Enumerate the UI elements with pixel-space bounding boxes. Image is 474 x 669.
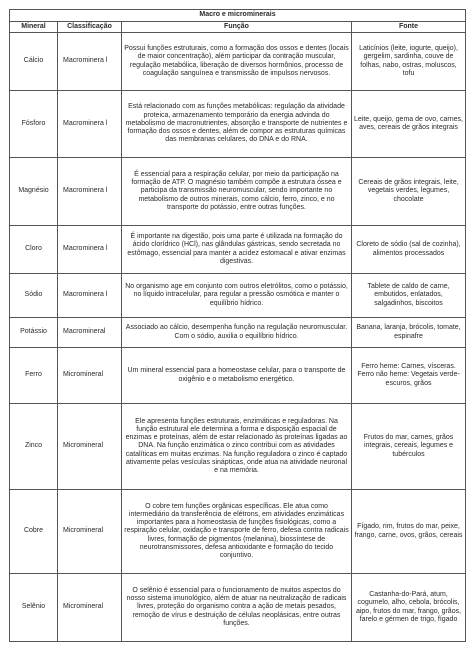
minerals-document: [9, 9, 465, 642]
header-classificacao: Classificação: [58, 22, 122, 33]
table-row: [10, 226, 466, 274]
mineral-cell: Cálcio: [10, 33, 58, 91]
function-cell: O cobre tem funções orgânicas específicas. Ele atua como intermediário da transferência de elétrons, em atividades enzimáticas importantes para a homeostasia de funções fisiológicas, como a respiração celular, oxidação e transporte de ferro, defesa contra radicais livres, formação de pigmentos (melanina), biossíntese de neurotransmissores, defesa antioxidante e formação do tecido conjuntivo.: [122, 490, 352, 574]
table-row: [10, 318, 466, 348]
classification-cell: Micromineral: [58, 404, 122, 490]
function-cell: Um mineral essencial para a homeostase celular, para o transporte de oxigênio e o metabolismo energético.: [122, 348, 352, 404]
source-cell: Banana, laranja, brócolis, tomate, espinafre: [352, 318, 466, 348]
classification-cell: Micromineral: [58, 348, 122, 404]
table-row: [10, 274, 466, 318]
function-cell: Possui funções estruturais, como a formação dos ossos e dentes (locais de maior concentração), além participar da contração muscular, regulação metabólica, liberação de diversos hormônios, processo de coagulação sanguínea e transmissão de impulsos nervosos.: [122, 33, 352, 91]
function-cell: O selênio é essencial para o funcionamento de muitos aspectos do nosso sistema imunológico, além de atuar na neutralização de radicais livres, proteção do organismo contra a ação de metais pesados, remoção de vírus e destruição de células neoplásicas, entre outras funções.: [122, 574, 352, 642]
function-cell: É essencial para a respiração celular, por meio da participação na formação de ATP. O magnésio também compõe a estrutura óssea e participa da transmissão neuromuscular, sendo importante no metabolismo de outros minerais, como cálcio, ferro, zinco, e no transporte do potássio, entre outras funções.: [122, 158, 352, 226]
function-cell: No organismo age em conjunto com outros eletrólitos, como o potássio, no líquido intracelular, para regular a pressão osmótica e manter o equilíbrio hídrico.: [122, 274, 352, 318]
function-cell: É importante na digestão, pois uma parte é utilizada na formação do ácido clorídrico (HCl), nas glândulas gástricas, sendo secretada no estômago, essencial para manter a acidez estomacal e ativar enzimas digestivas.: [122, 226, 352, 274]
title-row: [10, 10, 466, 22]
table-row: [10, 33, 466, 91]
source-cell: Ferro heme: Carnes, vísceras. Ferro não heme: Vegetais verde-escuros, grãos: [352, 348, 466, 404]
mineral-cell: Cobre: [10, 490, 58, 574]
table-row: [10, 490, 466, 574]
mineral-cell: Magnésio: [10, 158, 58, 226]
minerals-table: [9, 9, 466, 642]
classification-cell: Macrominera l: [58, 91, 122, 158]
classification-cell: Macrominera l: [58, 33, 122, 91]
header-funcao: Função: [122, 22, 352, 33]
mineral-cell: Ferro: [10, 348, 58, 404]
header-fonte: Fonte: [352, 22, 466, 33]
source-cell: Laticínios (leite, iogurte, queijo), gergelim, sardinha, couve de folhas, nabo, ostras, moluscos, tofu: [352, 33, 466, 91]
source-cell: Fígado, rim, frutos do mar, peixe, frango, carne, ovos, grãos, cereais: [352, 490, 466, 574]
mineral-cell: Zinco: [10, 404, 58, 490]
table-row: [10, 404, 466, 490]
mineral-cell: Fósforo: [10, 91, 58, 158]
header-mineral: Mineral: [10, 22, 58, 33]
mineral-cell: Selênio: [10, 574, 58, 642]
source-cell: Frutos do mar, carnes, grãos integrais, cereais, legumes e tubérculos: [352, 404, 466, 490]
source-cell: Tablete de caldo de carne, embutidos, enlatados, salgadinhos, biscoitos: [352, 274, 466, 318]
classification-cell: Macromineral: [58, 318, 122, 348]
mineral-cell: Potássio: [10, 318, 58, 348]
source-cell: Cloreto de sódio (sal de cozinha), alimentos processados: [352, 226, 466, 274]
table-row: [10, 91, 466, 158]
source-cell: Leite, queijo, gema de ovo, carnes, aves, cereais de grãos integrais: [352, 91, 466, 158]
function-cell: Ele apresenta funções estruturais, enzimáticas e reguladoras. Na função estrutural ele determina a forma e disposição espacial de enzimas e proteínas, além de estar relacionado às proteínas ligadas ao DNA. Na função enzimática o zinco contribui com as atividades catalíticas em muitas enzimas. Na função reguladora o zinco é captado ativamente pelas vesículas sinápticas, onde atua na atividade neuronal e na memória.: [122, 404, 352, 490]
table-row: [10, 574, 466, 642]
table-title: Macro e microminerais: [10, 10, 466, 22]
function-cell: Está relacionado com as funções metabólicas: regulação da atividade proteica, armazenamento temporário da energia advinda do metabolismo de macronutrientes, absorção e transporte de nutrientes e formação dos ossos e dentes, além de compor as estruturas químicas das membranas celulares, do DNA e do RNA.: [122, 91, 352, 158]
classification-cell: Macrominera l: [58, 226, 122, 274]
source-cell: Castanha-do-Pará, atum, cogumelo, alho, cebola, brócolis, aipo, frutos do mar, frango, grãos, farelo e gérmen de trigo, fígado: [352, 574, 466, 642]
header-row: [10, 22, 466, 33]
classification-cell: Micromineral: [58, 574, 122, 642]
mineral-cell: Sódio: [10, 274, 58, 318]
mineral-cell: Cloro: [10, 226, 58, 274]
classification-cell: Macrominera l: [58, 274, 122, 318]
table-row: [10, 348, 466, 404]
function-cell: Associado ao cálcio, desempenha função na regulação neuromuscular. Com o sódio, auxilia o equilíbrio hídrico.: [122, 318, 352, 348]
source-cell: Cereais de grãos integrais, leite, vegetais verdes, legumes, chocolate: [352, 158, 466, 226]
classification-cell: Macrominera l: [58, 158, 122, 226]
table-row: [10, 158, 466, 226]
classification-cell: Micromineral: [58, 490, 122, 574]
